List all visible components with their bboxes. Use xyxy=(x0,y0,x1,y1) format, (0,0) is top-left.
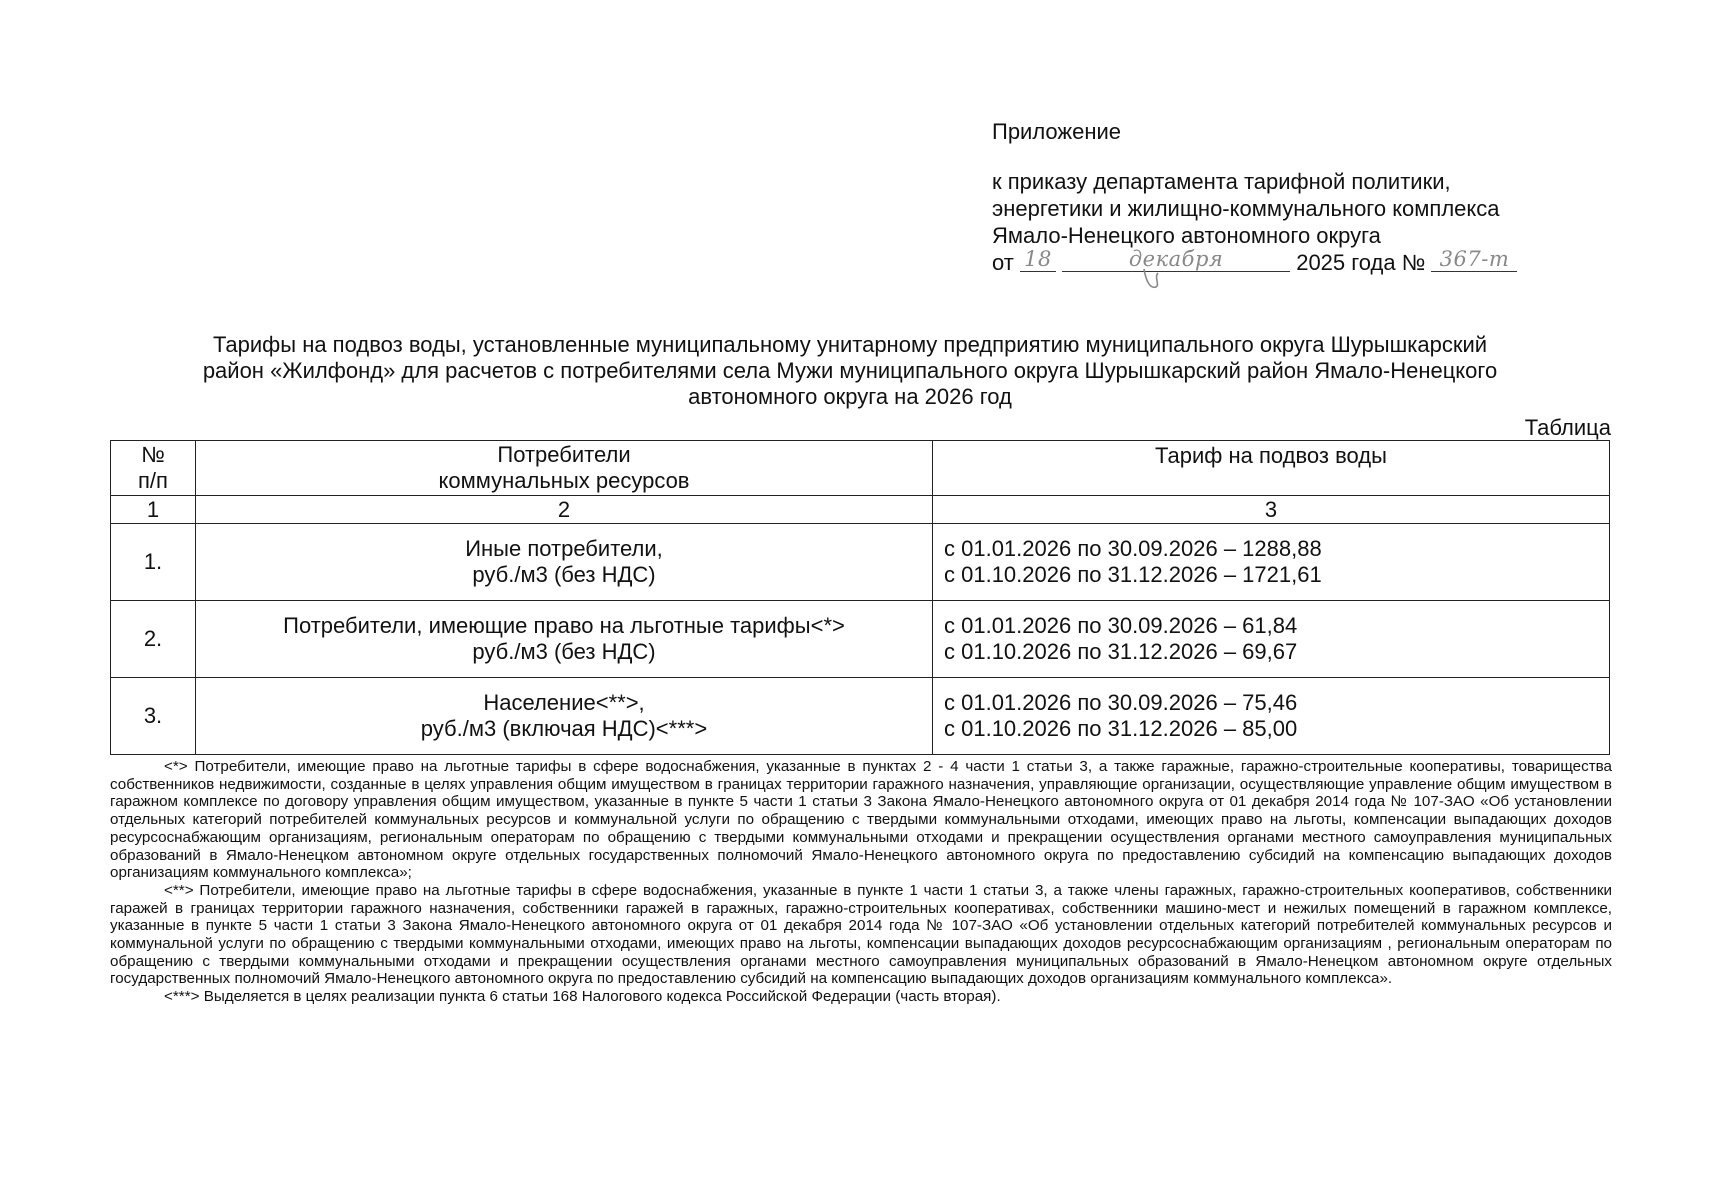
row-consumer-line-1: Потребители, имеющие право на льготные тарифы<*> xyxy=(283,613,845,638)
row-tariff-line-1: с 01.01.2026 по 30.09.2026 – 1288,88 xyxy=(944,536,1322,561)
row-consumer-line-1: Население<**>, xyxy=(483,690,645,715)
row-tariff xyxy=(933,524,1610,601)
date-day-field xyxy=(1020,249,1056,272)
column-number-row xyxy=(111,496,1610,524)
title-line-1: Тарифы на подвоз воды, установленные муниципальному унитарному предприятию муниципального округа Шурышкарский xyxy=(212,332,1488,357)
row-number: 2. xyxy=(111,601,196,678)
row-consumer-line-2: руб./м3 (без НДС) xyxy=(472,562,656,587)
appendix-line-2: энергетики и жилищно-коммунального комплекса xyxy=(992,196,1500,221)
row-consumer-line-2: руб./м3 (без НДС) xyxy=(472,639,656,664)
date-month-handwritten: декабря xyxy=(1128,247,1224,271)
row-tariff-line-1: с 01.01.2026 по 30.09.2026 – 75,46 xyxy=(944,690,1298,715)
table-row xyxy=(111,601,1610,678)
row-consumer-line-1: Иные потребители, xyxy=(465,536,663,561)
title-line-2: район «Жилфонд» для расчетов с потребителями села Мужи муниципального округа Шурышкарский район Ямало-Ненецкого xyxy=(202,358,1498,383)
header-tariff: Тариф на подвоз воды xyxy=(933,441,1610,496)
header-consumers-line-2: коммунальных ресурсов xyxy=(438,468,690,493)
row-tariff-line-2: с 01.10.2026 по 31.12.2026 – 69,67 xyxy=(944,639,1298,664)
document-title xyxy=(110,332,1590,410)
row-consumer xyxy=(196,678,933,755)
row-number: 3. xyxy=(111,678,196,755)
date-day-handwritten: 18 xyxy=(1024,247,1052,271)
appendix-line-1: к приказу департамента тарифной политики, xyxy=(992,169,1451,194)
date-month-field xyxy=(1062,249,1290,272)
header-number xyxy=(111,441,196,496)
handwriting-stroke xyxy=(1142,267,1172,291)
column-number-1: 1 xyxy=(111,496,196,524)
row-consumer xyxy=(196,601,933,678)
header-consumers xyxy=(196,441,933,496)
row-number: 1. xyxy=(111,524,196,601)
order-number-field xyxy=(1431,249,1517,272)
footnote-1: <*> Потребители, имеющие право на льготные тарифы в сфере водоснабжения, указанные в пунктах 2 - 4 части 1 статьи 3, а также гаражные, гаражно-строительные кооперативы, товарищества собственников недвижимости, созданные в целях управления общим имуществом в границах территории гаражного назначения, управляющие организации, осуществляющие управление общим имуществом в гаражном комплексе по договору управления общим имуществом, указанные в пункте 5 части 1 статьи 3 Закона Ямало-Ненецкого автономного округа от 01 декабря 2014 года № 107-ЗАО «Об установлении отдельных категорий потребителей коммунальных ресурсов и коммунальной услуги по обращению с твердыми коммунальными отходами, имеющих право на льготы, компенсации выпадающих доходов ресурсоснабжающим организациям, региональным операторам по обращению с твердыми коммунальными отходами и прекращении осуществления органами местного самоуправления муниципальных образований в Ямало-Ненецком автономном округе отдельных государственных полномочий Ямало-Ненецкого автономного округа по предоставлению субсидий на компенсацию выпадающих доходов организациям коммунального комплекса»; xyxy=(110,758,1612,882)
appendix-label: Приложение xyxy=(992,119,1122,144)
table-label: Таблица xyxy=(1524,415,1611,440)
appendix-date-line xyxy=(992,249,1632,276)
row-tariff xyxy=(933,601,1610,678)
date-prefix: от xyxy=(992,250,1014,275)
header-number-line-2: п/п xyxy=(138,468,168,493)
header-consumers-line-1: Потребители xyxy=(497,442,631,467)
tariff-table xyxy=(110,440,1610,755)
order-number-handwritten: 367-т xyxy=(1439,247,1510,271)
appendix-block xyxy=(992,118,1632,276)
footnote-3: <***> Выделяется в целях реализации пункта 6 статьи 168 Налогового кодекса Российской Федерации (часть вторая). xyxy=(164,988,1001,1006)
row-consumer-line-2: руб./м3 (включая НДС)<***> xyxy=(420,716,708,741)
row-tariff xyxy=(933,678,1610,755)
column-number-3: 3 xyxy=(933,496,1610,524)
appendix-line-3: Ямало-Ненецкого автономного округа xyxy=(992,223,1381,248)
row-consumer xyxy=(196,524,933,601)
row-tariff-line-2: с 01.10.2026 по 31.12.2026 – 85,00 xyxy=(944,716,1298,741)
table-row xyxy=(111,524,1610,601)
footnote-2: <**> Потребители, имеющие право на льготные тарифы в сфере водоснабжения, указанные в пункте 1 части 1 статьи 3, а также члены гаражных, гаражно-строительных кооперативов, собственники гаражей в границах территории гаражного назначения, собственники гаражей в гаражных, гаражно-строительных кооперативах, собственники машино-мест и нежилых помещений в гаражном комплексе, указанные в пункте 5 части 1 статьи 3 Закона Ямало-Ненецкого автономного округа от 01 декабря 2014 года № 107-ЗАО «Об установлении отдельных категорий потребителей коммунальных ресурсов и коммунальной услуги по обращению с твердыми коммунальными отходами, имеющих право на льготы, компенсации выпадающих доходов ресурсоснабжающим организациям , региональным операторам по обращению с твердыми коммунальными отходами и прекращении осуществления органами местного самоуправления муниципальных образований в Ямало-Ненецком автономном округе отдельных государственных полномочий Ямало-Ненецкого автономного округа по предоставлению субсидий на компенсацию выпадающих доходов организациям коммунального комплекса». xyxy=(110,881,1612,988)
table-header-row xyxy=(111,441,1610,496)
date-middle: 2025 года № xyxy=(1296,250,1426,275)
column-number-2: 2 xyxy=(196,496,933,524)
header-number-line-1: № xyxy=(141,442,165,467)
footnotes xyxy=(110,758,1612,1006)
title-line-3: автономного округа на 2026 год xyxy=(688,384,1012,409)
row-tariff-line-2: с 01.10.2026 по 31.12.2026 – 1721,61 xyxy=(944,562,1322,587)
row-tariff-line-1: с 01.01.2026 по 30.09.2026 – 61,84 xyxy=(944,613,1298,638)
table-row xyxy=(111,678,1610,755)
